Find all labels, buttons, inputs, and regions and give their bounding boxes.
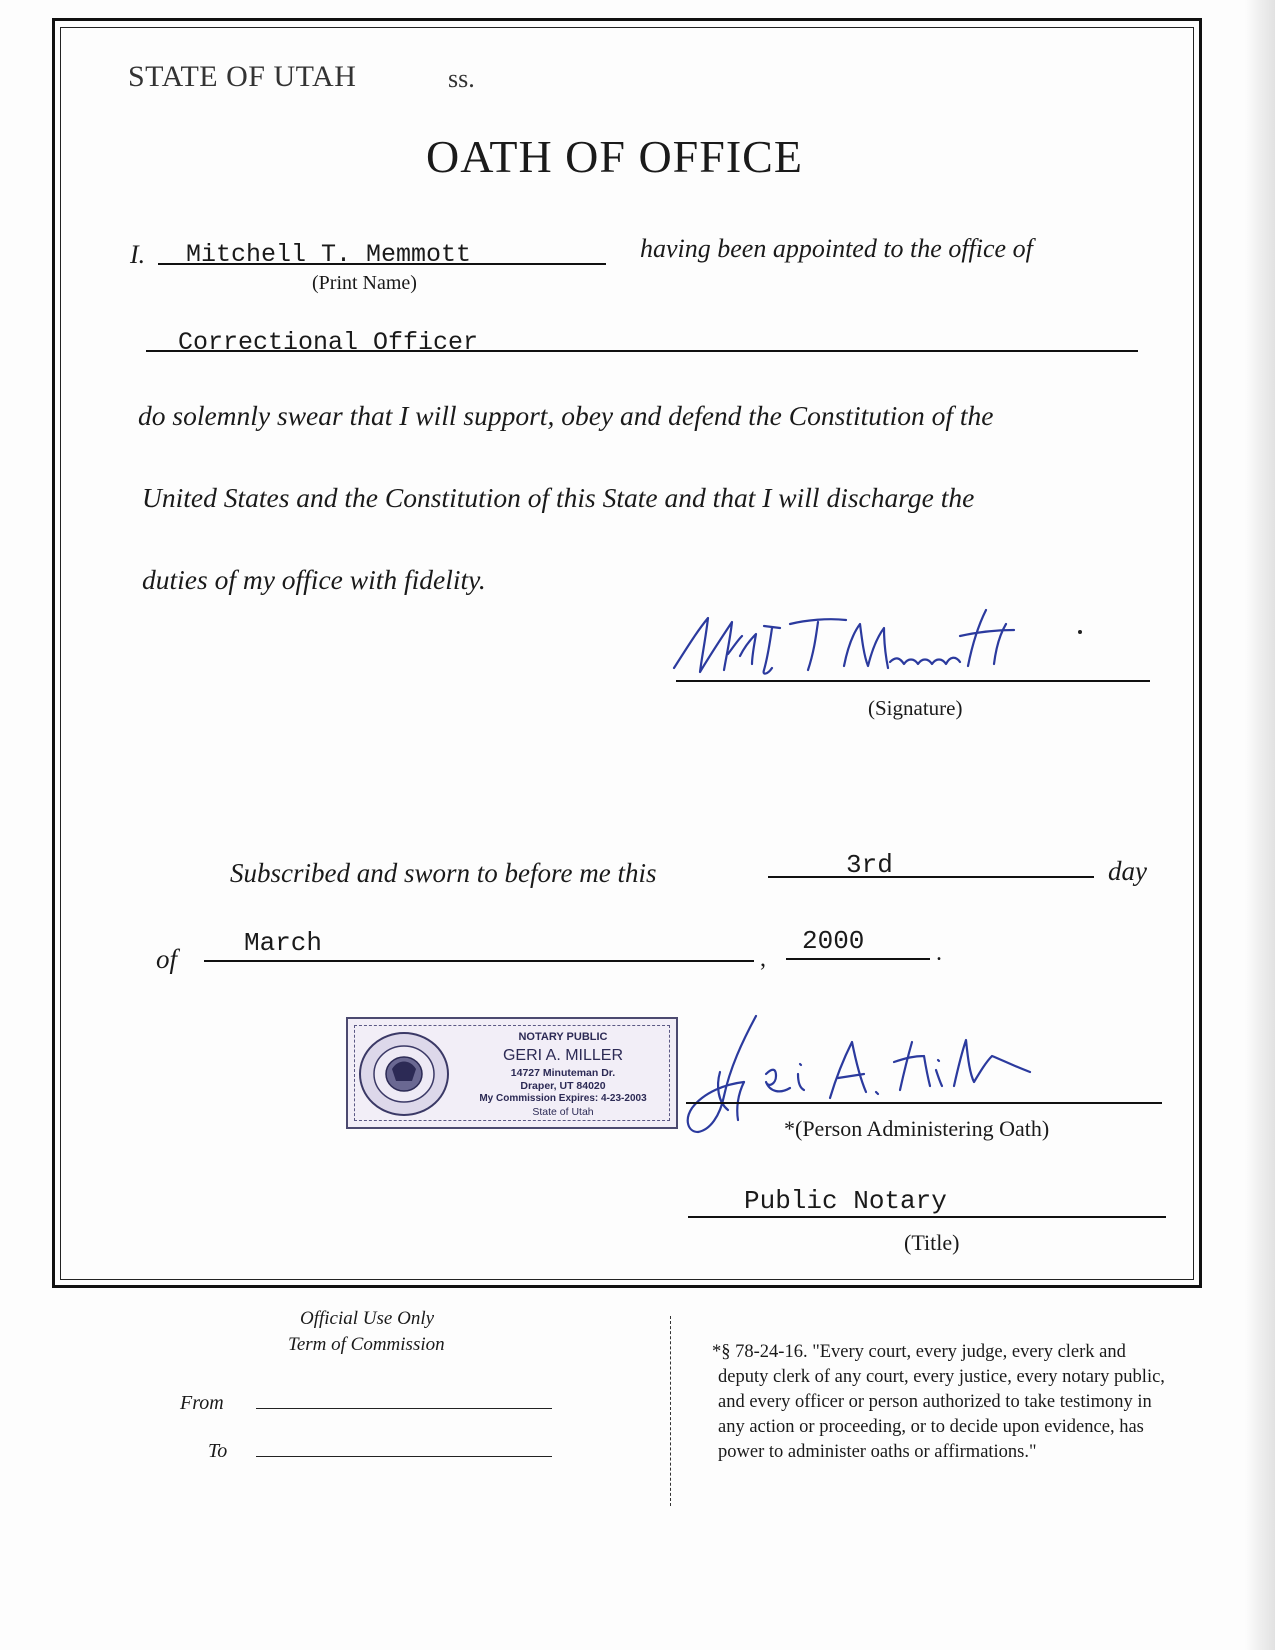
oath-line-1: do solemnly swear that I will support, obey and defend the Constitution of the	[138, 400, 994, 431]
title-caption: (Title)	[904, 1230, 960, 1255]
i-label: I.	[130, 240, 146, 269]
stamp-notary-name: GERI A. MILLER	[502, 1047, 624, 1064]
footnote-line-2: deputy clerk of any court, every justice, every notary public,	[718, 1367, 1165, 1387]
signature-dot	[1078, 630, 1082, 634]
footnote-line-1: *§ 78-24-16. "Every court, every judge, every clerk and	[712, 1342, 1126, 1362]
administrator-caption: *(Person Administering Oath)	[784, 1116, 1050, 1141]
month-underline	[204, 960, 754, 962]
year-value: 2000	[802, 926, 865, 956]
ss-label: ss.	[448, 64, 475, 93]
name-caption: (Print Name)	[312, 272, 417, 294]
document-title: OATH OF OFFICE	[426, 131, 803, 182]
stamp-heading: NOTARY PUBLIC	[518, 1031, 608, 1043]
term-of-commission-heading: Term of Commission	[288, 1334, 445, 1355]
of-label: of	[156, 944, 178, 974]
to-label: To	[208, 1440, 228, 1462]
footnote-line-3: and every officer or person authorized to take testimony in	[718, 1392, 1152, 1412]
day-underline	[768, 876, 1094, 878]
oath-line-2: United States and the Constitution of this State and that I will discharge the	[142, 482, 975, 513]
administrator-signature-line	[686, 1102, 1162, 1104]
printed-name: Mitchell T. Memmott	[186, 240, 472, 269]
signature-line	[676, 680, 1150, 682]
title-underline	[688, 1216, 1166, 1218]
office-underline	[146, 350, 1138, 352]
office-value: Correctional Officer	[178, 328, 479, 357]
state-seal-icon	[356, 1029, 452, 1119]
to-line	[256, 1456, 552, 1457]
name-underline	[158, 263, 606, 265]
stamp-address-1: 14727 Minuteman Dr.	[510, 1067, 616, 1079]
from-line	[256, 1408, 552, 1409]
column-divider	[670, 1316, 671, 1506]
sworn-text: Subscribed and sworn to before me this	[230, 858, 657, 888]
stamp-state: State of Utah	[532, 1106, 594, 1118]
title-value: Public Notary	[744, 1186, 947, 1216]
oath-taker-signature	[668, 606, 1028, 686]
month-comma: ,	[760, 946, 766, 972]
appointed-text: having been appointed to the office of	[640, 234, 1033, 263]
year-underline	[786, 958, 930, 960]
official-use-heading: Official Use Only	[300, 1308, 435, 1329]
month-value: March	[244, 928, 323, 958]
day-label: day	[1108, 856, 1147, 886]
stamp-address-2: Draper, UT 84020	[520, 1080, 606, 1092]
stamp-expires: My Commission Expires: 4-23-2003	[479, 1093, 647, 1104]
signature-caption: (Signature)	[868, 696, 963, 720]
from-label: From	[180, 1392, 224, 1414]
footnote-line-5: power to administer oaths or affirmations."	[718, 1442, 1037, 1462]
page-edge-shadow	[1245, 0, 1275, 1650]
year-period: .	[936, 940, 942, 966]
footnote-line-4: any action or proceeding, or to decide upon evidence, has	[718, 1417, 1144, 1437]
state-heading: STATE OF UTAH	[128, 60, 357, 93]
oath-line-3: duties of my office with fidelity.	[142, 564, 486, 595]
notary-stamp	[346, 1017, 678, 1129]
day-value: 3rd	[846, 850, 893, 880]
